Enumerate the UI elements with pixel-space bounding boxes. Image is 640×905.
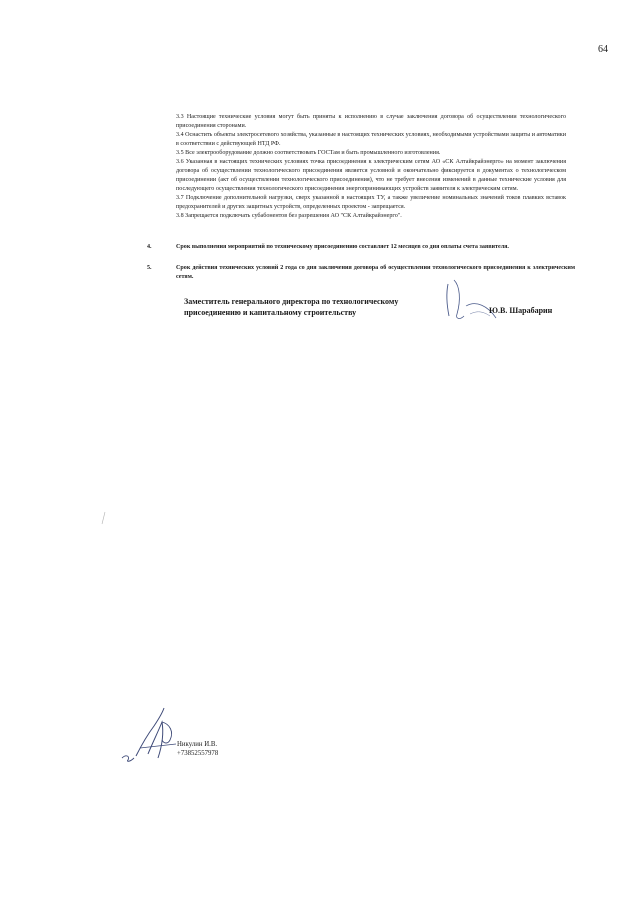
clause-3-5: 3.5 Все электрооборудование должно соответствовать ГОСТам и быть промышленного изготовления.	[176, 150, 441, 156]
executor-info	[177, 740, 218, 758]
executor-phone: +73852557978	[177, 750, 219, 757]
clauses-block	[176, 113, 566, 221]
item-4	[147, 243, 575, 261]
signer-name: Ю.В. Шарабарин	[489, 306, 553, 315]
item-4-text: Срок выполнения мероприятий по техническому присоединению составляет 12 месяцев со дня оплаты счета заявителя.	[176, 244, 509, 250]
stray-mark	[99, 510, 109, 526]
clause-3-6: 3.6 Указанная в настоящих технических условиях точка присоединения к электрическим сетям АО «СК Алтайкрайэнерго» на момент заключения договора об осуществлении технологического присоединения является условной и окончательно фиксируется в документах о технологическом присоединении (акт об осуществлении технологического присоединения), что не требует внесения изменений в данные технические условия для последующего осуществления технологического присоединения энергопринимающих устройств заявителя к электрическим сетям.	[176, 159, 566, 192]
item-4-number: 4.	[147, 244, 152, 250]
executor-name: Никулин И.В.	[177, 741, 218, 748]
signer-position	[184, 296, 444, 318]
clause-3-8: 3.8 Запрещается подключать субабонентов без разрешения АО "СК Алтайкрайэнерго".	[176, 213, 402, 219]
clause-3-4: 3.4 Оснастить объекты электросетевого хозяйства, указанные в настоящих технических условиях, необходимыми устройствами защиты и автоматики в соответствии с действующей НТД РФ.	[176, 132, 566, 147]
item-5	[147, 264, 575, 282]
item-5-text: Срок действия технических условий 2 года со дня заключения договора об осуществлении технологического присоединения к электрическим сетям.	[176, 265, 575, 280]
director-signature	[430, 276, 510, 324]
signer-position-line-2: присоединению и капитальному строительству	[184, 308, 357, 317]
clause-3-3: 3.3 Настоящие технические условия могут быть приняты к исполнению в случае заключения договора об осуществлении технологического присоединения сторонами.	[176, 114, 566, 129]
signer-position-line-1: Заместитель генерального директора по технологическому	[184, 297, 399, 306]
page-number: 64	[598, 44, 608, 55]
item-5-number: 5.	[147, 265, 152, 271]
clause-3-7: 3.7 Подключение дополнительной нагрузки, сверх указанной в настоящих ТУ, а также увеличение номинальных значений токов плавких вставок предохранителей и других защитных устройств, определенных проектом - запрещается.	[176, 195, 566, 210]
